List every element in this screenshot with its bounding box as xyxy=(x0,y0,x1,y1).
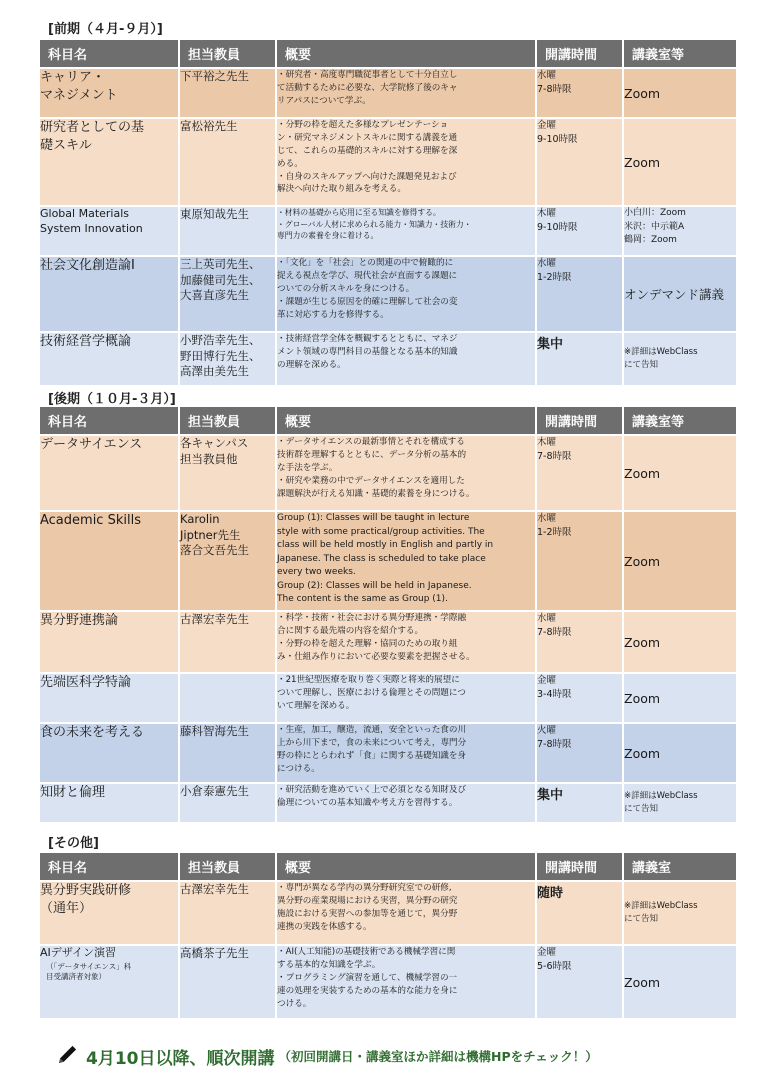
summary-cell: ・データサイエンスの最新事情とそれを構成する 技術群を理解するとともに、データ分析の基本的 な手法を学ぶ。 ・研究や業務の中でデータサイエンスを適用した 課題解決が行える知識・基礎的素養を身につける。 xyxy=(277,436,537,512)
room-cell: Zoom xyxy=(624,69,738,119)
table-header xyxy=(40,407,738,436)
pencil-icon xyxy=(56,1042,80,1070)
teacher-cell: 富松裕先生 xyxy=(180,119,277,207)
room-cell: ※詳細はWebClass にて告知 xyxy=(624,333,738,387)
other-table xyxy=(40,853,738,1020)
summary-cell: ・科学・技術・社会における異分野連携・学際融 合に関する最先端の内容を紹介する。 ・分野の枠を超えた理解・協同のための取り組 み・仕組み作りにおいて必要な要素を把握させる。 xyxy=(277,612,537,674)
teacher-cell: 東原知哉先生 xyxy=(180,207,277,257)
header-teacher: 担当教員 xyxy=(180,407,277,436)
teacher-cell: 三上英司先生、 加藤健司先生、 大喜直彦先生 xyxy=(180,257,277,333)
footer-highlight: 4月10日以降、順次開講 xyxy=(86,1048,275,1069)
time-cell: 水曜 7-8時限 xyxy=(537,612,624,674)
room-cell: Zoom xyxy=(624,674,738,724)
time-cell: 随時 xyxy=(537,882,624,946)
time-cell: 集中 xyxy=(537,333,624,387)
summary-cell: ・研究者・高度専門職従事者として十分自立し て活動するために必要な、大学院修了後のキャ リアパスについて学ぶ。 xyxy=(277,69,537,119)
header-room: 講義室等 xyxy=(624,407,738,436)
summary-cell: ・分野の枠を超えた多様なプレゼンテーショ ン・研究マネジメントスキルに関する講義を通 じて、これらの基礎的スキルに対する理解を深 める。 ・自身のスキルアップへ向けた課題発見および 解決へ向けた取り組みを考える。 xyxy=(277,119,537,207)
subject-cell: 知財と倫理 xyxy=(40,784,180,824)
room-cell: Zoom xyxy=(624,512,738,612)
summary-cell: ・21世紀型医療を取り巻く実際と将来的展望に ついて理解し、医療における倫理とその問題につ いて理解を深める。 xyxy=(277,674,537,724)
table-row xyxy=(40,207,738,257)
header-summary: 概要 xyxy=(277,407,537,436)
subject-cell: 先端医科学特論 xyxy=(40,674,180,724)
room-cell: 小白川：Zoom 米沢：中示範A 鶴岡：Zoom xyxy=(624,207,738,257)
subject-cell xyxy=(40,946,180,1020)
table-header xyxy=(40,853,738,882)
teacher-cell: 小野浩幸先生、 野田博行先生、 高澤由美先生 xyxy=(180,333,277,387)
subject-cell: 食の未来を考える xyxy=(40,724,180,784)
summary-cell: ・技術経営学全体を概観するとともに、マネジ メント領域の専門科目の基盤となる基本的知識 の理解を深める。 xyxy=(277,333,537,387)
teacher-cell: 古澤宏幸先生 xyxy=(180,882,277,946)
teacher-cell: 古澤宏幸先生 xyxy=(180,612,277,674)
teacher-cell xyxy=(180,674,277,724)
time-cell: 金曜 5-6時限 xyxy=(537,946,624,1020)
header-subject: 科目名 xyxy=(40,407,180,436)
subject-note: （「データサイエンス」科 目受講済者対象） xyxy=(46,961,132,981)
summary-cell: ・専門が異なる学内の異分野研究室での研修, 異分野の産業現場における実習，異分野の研究 施設における実習への参加等を通じて，異分野 連携の実践を体感する。 xyxy=(277,882,537,946)
footer-notice xyxy=(56,1042,598,1070)
footer-detail: （初回開講日・講義室ほか詳細は機構HPをチェック！） xyxy=(278,1049,598,1064)
section-title-second: [後期（１０月-３月）] xyxy=(48,392,176,407)
summary-cell: ・研究活動を進めていく上で必須となる知財及び 倫理についての基本知識や考え方を習得する。 xyxy=(277,784,537,824)
teacher-cell: 高橋茶子先生 xyxy=(180,946,277,1020)
time-cell: 木曜 9-10時限 xyxy=(537,207,624,257)
summary-cell: Group (1): Classes will be taught in lecture style with some practical/group activities. The class will be held mostly in English and partly in Japanese. The class is scheduled to take place every two weeks. Group (2): Classes will be held in Japanese. The content is the same as Group (1). xyxy=(277,512,537,612)
teacher-cell: 各キャンパス 担当教員他 xyxy=(180,436,277,512)
table-row xyxy=(40,257,738,333)
room-cell: ※詳細はWebClass にて告知 xyxy=(624,784,738,824)
teacher-cell: 藤科智海先生 xyxy=(180,724,277,784)
subject-cell: 技術経営学概論 xyxy=(40,333,180,387)
time-cell: 金曜 3-4時限 xyxy=(537,674,624,724)
table-row xyxy=(40,674,738,724)
time-cell: 水曜 1-2時限 xyxy=(537,257,624,333)
header-subject: 科目名 xyxy=(40,853,180,882)
header-room: 講義室 xyxy=(624,853,738,882)
header-summary: 概要 xyxy=(277,853,537,882)
header-room: 講義室等 xyxy=(624,40,738,69)
room-cell: Zoom xyxy=(624,436,738,512)
table-row xyxy=(40,784,738,824)
time-cell: 火曜 7-8時限 xyxy=(537,724,624,784)
subject-cell: データサイエンス xyxy=(40,436,180,512)
teacher-cell: 小倉泰憲先生 xyxy=(180,784,277,824)
teacher-cell: 下平裕之先生 xyxy=(180,69,277,119)
table-row xyxy=(40,119,738,207)
time-cell: 水曜 7-8時限 xyxy=(537,69,624,119)
summary-cell: ・「文化」を「社会」との関連の中で俯瞰的に 捉える視点を学び、現代社会が直面する課題に ついての分析スキルを身につける。 ・課題が生じる原因を的確に理解して社会の変 革に対応する力を修得する。 xyxy=(277,257,537,333)
room-cell: ※詳細はWebClass にて告知 xyxy=(624,882,738,946)
table-header xyxy=(40,40,738,69)
header-teacher: 担当教員 xyxy=(180,40,277,69)
subject-cell: 研究者としての基 礎スキル xyxy=(40,119,180,207)
summary-cell: ・AI(人工知能)の基礎技術である機械学習に関 する基本的な知識を学ぶ。 ・プログラミング演習を通して、機械学習の一 連の処理を実装するための基本的な能力を身に つける。 xyxy=(277,946,537,1020)
header-time: 開講時間 xyxy=(537,40,624,69)
header-time: 開講時間 xyxy=(537,407,624,436)
table-row xyxy=(40,882,738,946)
subject-cell: 異分野連携論 xyxy=(40,612,180,674)
section-title-other: [その他] xyxy=(48,836,99,851)
subject-title: AIデザイン演習 xyxy=(40,946,116,959)
subject-cell: キャリア・ マネジメント xyxy=(40,69,180,119)
header-time: 開講時間 xyxy=(537,853,624,882)
table-row xyxy=(40,436,738,512)
table-row xyxy=(40,512,738,612)
room-cell: Zoom xyxy=(624,724,738,784)
table-row xyxy=(40,724,738,784)
teacher-cell: Karolin Jiptner先生 落合文吾先生 xyxy=(180,512,277,612)
subject-cell: 異分野実践研修 （通年） xyxy=(40,882,180,946)
first-term-table xyxy=(40,40,738,387)
header-summary: 概要 xyxy=(277,40,537,69)
time-cell: 金曜 9-10時限 xyxy=(537,119,624,207)
second-term-table xyxy=(40,407,738,824)
summary-cell: ・生産，加工，醸造，流通，安全といった食の川 上から川下まで，食の未来について考え，専門分 野の枠にとらわれず「食」に関する基礎知識を身 につける。 xyxy=(277,724,537,784)
section-title-first: [前期（４月-９月）] xyxy=(48,22,163,37)
time-cell: 水曜 1-2時限 xyxy=(537,512,624,612)
room-cell: Zoom xyxy=(624,946,738,1020)
room-cell: Zoom xyxy=(624,119,738,207)
table-row xyxy=(40,69,738,119)
table-row xyxy=(40,612,738,674)
header-teacher: 担当教員 xyxy=(180,853,277,882)
room-cell: Zoom xyxy=(624,612,738,674)
summary-cell: ・材料の基礎から応用に至る知識を修得する。 ・グローバル人材に求められる能力・知識力・技術力・ 専門力の素養を身に着ける。 xyxy=(277,207,537,257)
room-cell: オンデマンド講義 xyxy=(624,257,738,333)
subject-cell: 社会文化創造論Ⅰ xyxy=(40,257,180,333)
table-row xyxy=(40,946,738,1020)
time-cell: 集中 xyxy=(537,784,624,824)
subject-cell: Academic Skills xyxy=(40,512,180,612)
header-subject: 科目名 xyxy=(40,40,180,69)
time-cell: 木曜 7-8時限 xyxy=(537,436,624,512)
subject-cell: Global Materials System Innovation xyxy=(40,207,180,257)
table-row xyxy=(40,333,738,387)
